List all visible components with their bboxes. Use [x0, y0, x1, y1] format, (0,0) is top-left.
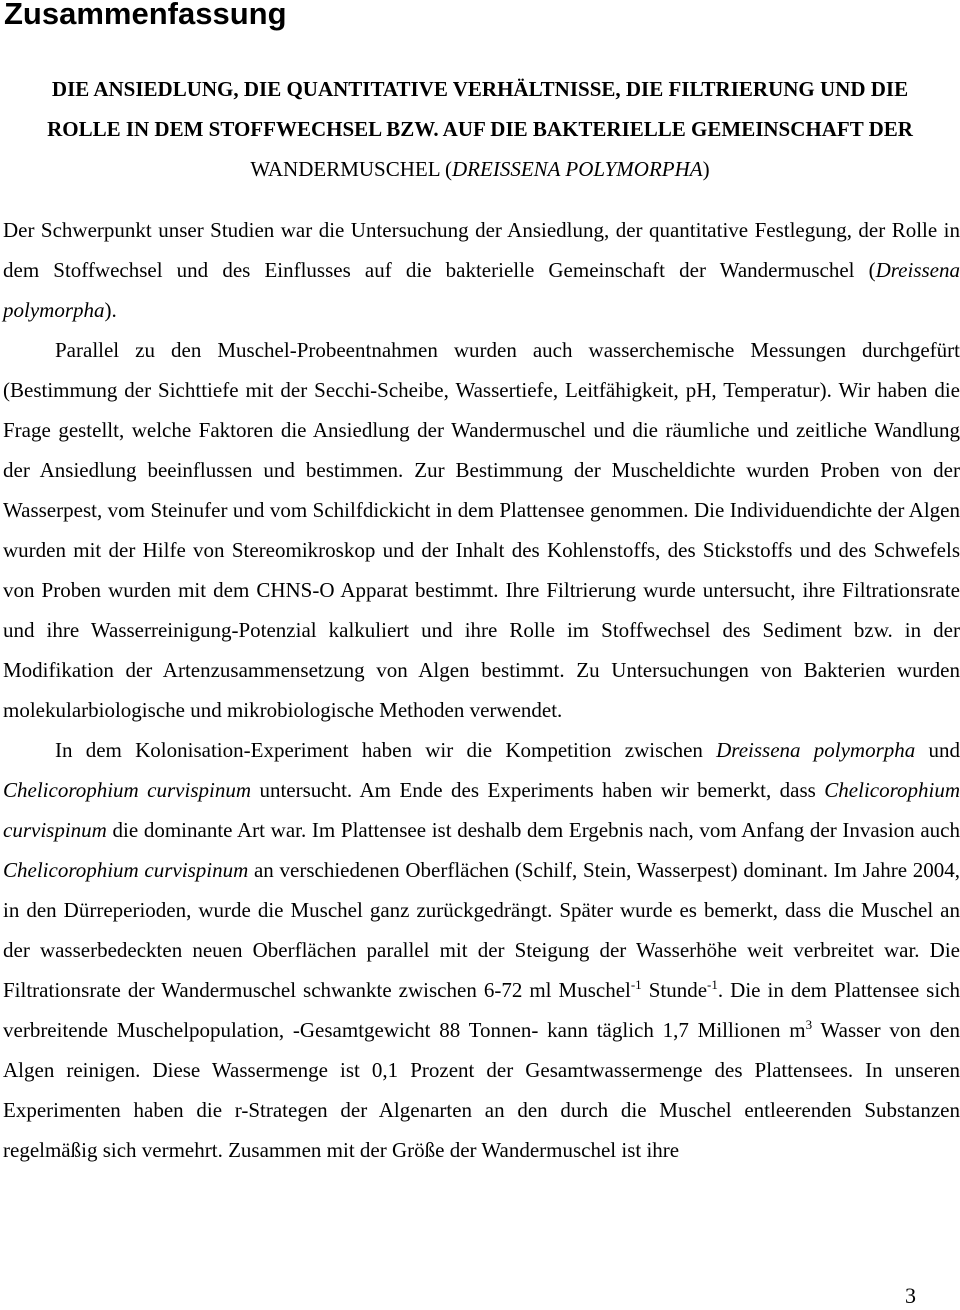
paragraph-1: [3, 210, 960, 330]
page-number: 3: [905, 1283, 916, 1308]
species-name: Dreissena polymorpha: [716, 738, 916, 762]
subtitle-species-name: DREISSENA POLYMORPHA: [452, 157, 703, 181]
paragraph-2-text-b: Wir haben die Frage gestellt, welche Faktoren die Ansiedlung der Wandermuschel und die räumliche und zeitliche Wandlung der Ansiedlung beeinflussen und bestimmen. Zur Bestimmung der Muscheldichte wurden Proben von der Wasserpest, vom Steinufer und vom Schilfdickicht in dem Plattensee genommen. Die Individuendichte der Algen wurden mit der Hilfe von Stereomikroskop und der Inhalt des Kohlenstoffs, des Stickstoffs und des Schwefels von Proben wurden mit dem CHNS-O Apparat bestimmt. Ihre Filtrierung wurde untersucht, ihre Filtrationsrate und ihre Wasserreinigung-Potenzial kalkuliert und ihre Rolle im Stoffwechsel des Sediment bzw. in der Modifikation der Artenzusammensetzung von Algen bestimmt. Zu Untersuchungen von Bakterien wurden molekularbiologische und mikrobiologische Methoden verwendet.: [3, 378, 960, 722]
paragraph-3-text: Wasser von den Algen reinigen. Diese Wassermenge ist 0,1 Prozent der Gesamtwassermenge des Plattensees. In unseren Experimenten haben die r-Strategen der Algenarten an den durch die Muschel entleerenden Substanzen regelmäßig sich vermehrt. Zusammen mit der Größe der Wandermuschel ist ihre: [3, 1018, 960, 1162]
paragraph-3-text: untersucht. Am Ende des Experiments haben wir bemerkt, dass: [251, 778, 825, 802]
document-subtitle: [0, 69, 960, 189]
paragraph-3: [3, 730, 960, 1170]
subtitle-line-1: DIE ANSIEDLUNG, DIE QUANTITATIVE VERHÄLTNISSE, DIE FILTRIERUNG UND DIE: [51, 77, 909, 101]
subtitle-line-3-close: ): [702, 157, 710, 181]
paragraph-1-end: ).: [104, 298, 117, 322]
superscript: -1: [707, 977, 718, 992]
paragraph-2: [3, 330, 960, 730]
subtitle-line-3: [0, 149, 960, 189]
paragraph-3-text: Stunde: [641, 978, 708, 1002]
paragraph-2-text-a: Parallel zu den Muschel-Probeentnahmen wurden auch wasserchemische Messungen durchgefürt (Bestimmung der Sichttiefe mit der Secchi-Scheibe, Wassertiefe, Leitfähigkeit, pH, Temperatur).: [3, 338, 960, 402]
species-name: Chelicorophium curvispinum: [3, 778, 960, 842]
subtitle-line-3-text: WANDERMUSCHEL (: [250, 157, 453, 181]
superscript: -1: [630, 977, 642, 992]
species-name: Chelicorophium curvispinum: [3, 778, 251, 802]
section-heading: Zusammenfassung: [4, 0, 287, 31]
summary-body: [3, 210, 960, 1170]
superscript: 3: [805, 1017, 813, 1032]
paragraph-3-text: an verschiedenen Oberflächen (Schilf, Stein, Wasserpest) dominant. Im Jahre 2004, in den Dürreperioden, wurde die Muschel ganz zurückgedrängt. Später wurde es bemerkt, dass die Muschel an der wasserbedeckten neuen Oberflächen parallel mit der Steigung der Wasserhöhe weit verbreitet war. Die Filtrationsrate der Wandermuschel schwankte zwischen 6-72 ml Muschel: [3, 858, 960, 1002]
subtitle-line-2: ROLLE IN DEM STOFFWECHSEL BZW. AUF DIE BAKTERIELLE GEMEINSCHAFT DER: [47, 117, 913, 141]
paragraph-1-text: Der Schwerpunkt unser Studien war die Untersuchung der Ansiedlung, der quantitative Festlegung, der Rolle in dem Stoffwechsel und des Einflusses auf die bakterielle Gemeinschaft der Wandermuschel (: [3, 218, 960, 282]
paragraph-3-text: In dem Kolonisation-Experiment haben wir die Kompetition zwischen: [55, 738, 717, 762]
species-name: Dreissena polymorpha: [3, 258, 960, 322]
paragraph-3-text: die dominante Art war. Im Plattensee ist deshalb dem Ergebnis nach, vom Anfang der Invasion auch: [106, 818, 960, 842]
species-name: Chelicorophium curvispinum: [3, 858, 249, 882]
paragraph-3-text: und: [915, 738, 960, 762]
paragraph-3-text: . Die in dem Plattensee sich verbreitende Muschelpopulation, -Gesamtgewicht 88 Tonnen- kann täglich 1,7 Millionen m: [3, 978, 960, 1042]
